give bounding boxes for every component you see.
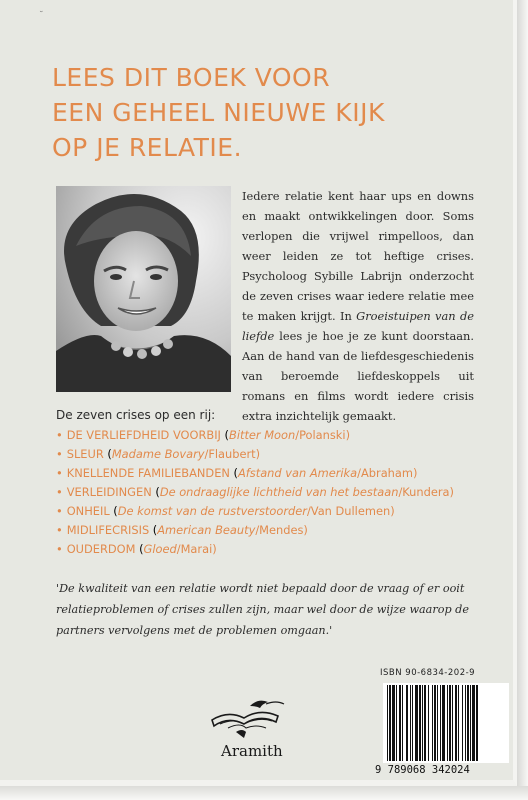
book-with-bird-icon [206,696,286,740]
crisis-director: Flaubert [208,447,256,461]
crisis-film: Gloed [143,542,177,556]
bullet: • [56,504,63,518]
crisis-film: Bitter Moon [229,428,296,442]
crisis-name: DE VERLIEFDHEID VOORBIJ [66,428,221,442]
list-item: • SLEUR (Madame Bovary/Flaubert) [56,447,261,461]
page-edge [517,0,528,800]
crisis-film: American Beauty [157,523,256,537]
book-title: Groeistuipen van de liefde [242,309,474,343]
page-edge-bottom [0,786,528,800]
crisis-director: Abraham [360,466,413,480]
headline-line-2: EEN GEHEEL NIEUWE KIJK [52,98,385,127]
bullet: • [56,485,63,499]
barcode-number: 9 789068 342024 [375,764,470,776]
intro-part-1: Iedere relatie kent haar ups en downs en maakt ontwikkelingen door. Soms verlopen die vrijwel rimpelloos, dan weer leiden ze tot heftige crises. Psycholoog Sybille Labrijn onderzocht de zeven crises waar iedere relatie mee te maken krijgt. In [242,189,474,323]
headline-line-3: OP JE RELATIE. [52,133,243,162]
list-item: • OUDERDOM (Gloed/Marai) [56,542,217,556]
list-item: • VERLEIDINGEN (De ondraaglijke lichtheid van het bestaan/Kundera) [56,485,454,499]
bullet: • [56,523,63,537]
crisis-film: Afstand van Amerika [238,466,358,480]
isbn-label: ISBN 90-6834-202-9 [380,668,476,678]
intro-part-2: lees je hoe je ze kunt doorstaan. Aan de hand van de liefdesgeschiedenis van beroemde liefdeskoppels uit romans en films wordt iedere crisis extra inzichtelijk gemaakt. [242,329,474,423]
crisis-director: Van Dullemen [310,504,391,518]
crisis-name: ONHEIL [66,504,110,518]
crisis-film: Madame Bovary [111,447,205,461]
bullet: • [56,447,63,461]
bullet: • [56,542,63,556]
crisis-director: Kundera [402,485,450,499]
crisis-director: Mendes [259,523,304,537]
pull-quote: 'De kwaliteit van een relatie wordt niet bepaald door de vraag of er ooit relatieproblemen of crises zullen zijn, maar wel door de wijze waarop de partners vervolgens met de problemen omgaan.' [56,582,469,637]
corner-mark: ˘ [39,11,44,21]
list-item: • MIDLIFECRISIS (American Beauty/Mendes) [56,523,308,537]
publisher-name: Aramith [221,742,283,760]
author-photo [56,186,231,392]
crisis-director: Polanski [299,428,346,442]
crisis-film: De ondraaglijke lichtheid van het bestaan [159,485,399,499]
barcode-icon [383,683,509,763]
crisis-film: De komst van de rustverstoorder [117,504,307,518]
headline [52,60,472,165]
intro-paragraph [242,186,474,426]
crisis-name: OUDERDOM [66,542,136,556]
bullet: • [56,466,63,480]
crises-list [56,426,454,559]
crises-heading: De zeven crises op een rij: [56,408,216,422]
list-item: • KNELLENDE FAMILIEBANDEN (Afstand van Amerika/Abraham) [56,466,418,480]
crisis-name: VERLEIDINGEN [66,485,152,499]
headline-line-1: LEES DIT BOEK VOOR [52,63,331,92]
crisis-name: MIDLIFECRISIS [66,523,150,537]
crisis-name: SLEUR [66,447,104,461]
bullet: • [56,428,63,442]
crisis-director: Marai [180,542,213,556]
crisis-name: KNELLENDE FAMILIEBANDEN [66,466,230,480]
list-item: • ONHEIL (De komst van de rustverstoorder/Van Dullemen) [56,504,395,518]
list-item: • DE VERLIEFDHEID VOORBIJ (Bitter Moon/Polanski) [56,428,351,442]
